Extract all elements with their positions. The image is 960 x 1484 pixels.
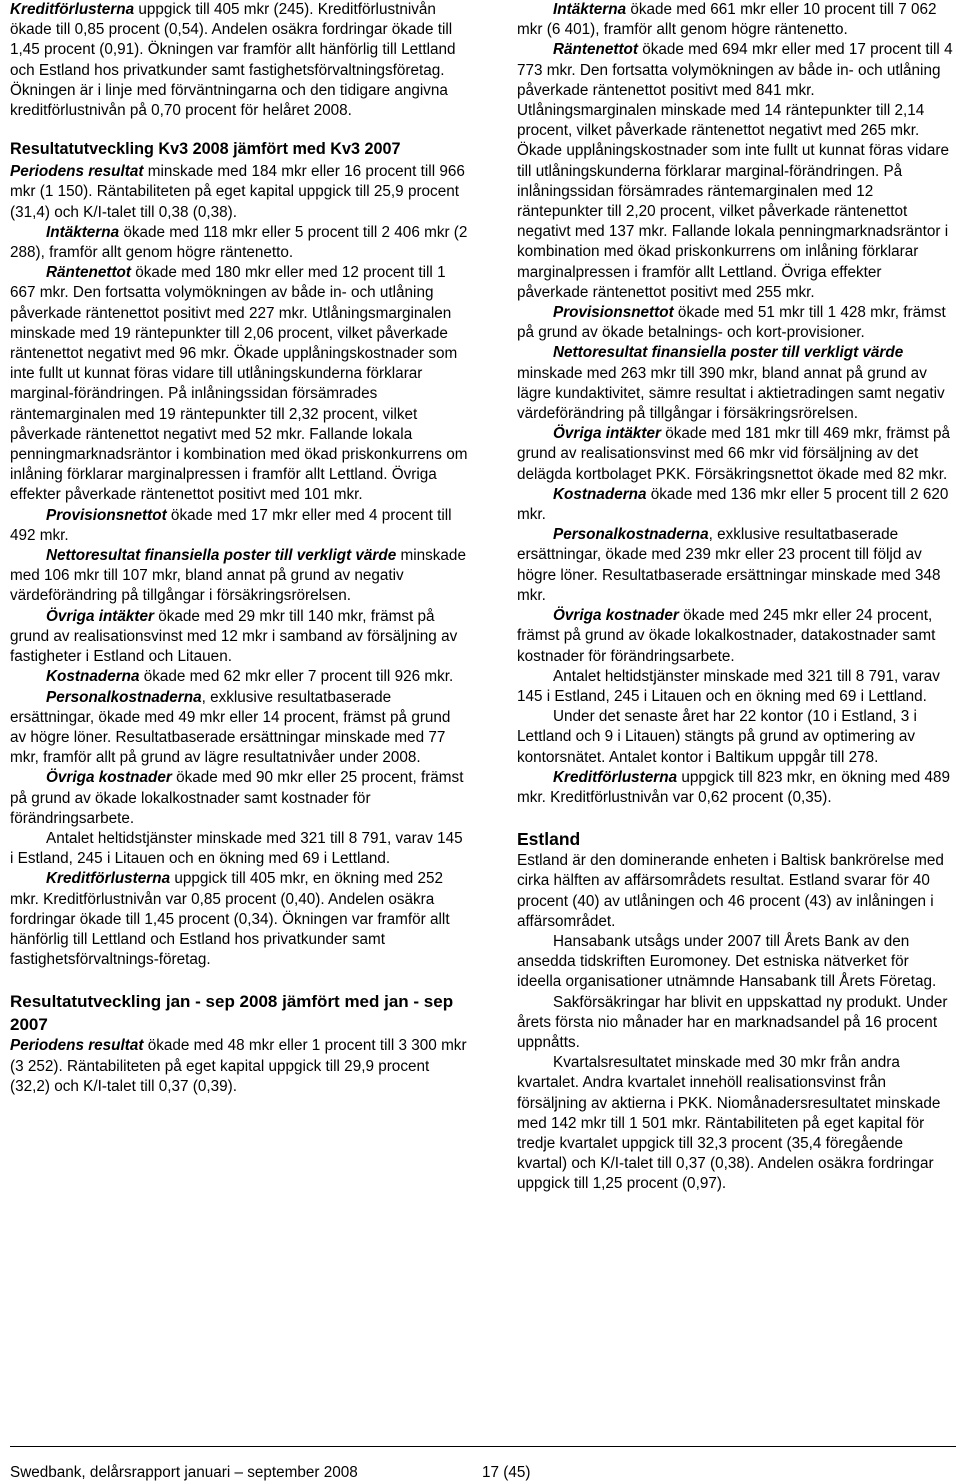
paragraph [517,932,957,993]
paragraph-text: ökade med 48 mkr eller 1 procent till 3 300 mkr (3 252). Räntabiliteten på eget kapital uppgick till 29,9 procent (32,2) och K/I-talet till 0,37 (0,39). [10,1037,467,1095]
paragraph [517,40,957,303]
paragraph-keyword: Nettoresultat finansiella poster till verkligt värde [46,547,397,565]
paragraph [10,0,468,121]
footer-title: Swedbank, delårsrapport januari – september 2008 [10,1464,358,1481]
paragraph [517,667,957,707]
paragraph [517,424,957,485]
paragraph-keyword: Periodens resultat [10,163,144,181]
section-body-jan-sep [10,1036,468,1097]
paragraph-text: uppgick till 823 mkr, en ökning med 489 mkr. Kreditförlustnivån var 0,62 procent (0,35). [517,768,951,806]
paragraph [10,223,468,263]
paragraph-keyword: Kreditförlusterna [553,768,678,786]
paragraph [10,506,468,546]
paragraph [517,303,957,343]
paragraph [10,162,468,223]
paragraph [517,0,957,40]
paragraph-text: ökade med 29 mkr till 140 mkr, främst på grund av realisationsvinst med 12 mkr i samband av försäljning av fastigheter i Estland och Litauen. [10,607,458,666]
paragraph [10,768,468,829]
paragraph-keyword: Kostnaderna [46,668,140,686]
paragraph [10,688,468,769]
paragraph-keyword: Kreditförlusterna [10,1,135,18]
paragraph-text: ökade med 118 mkr eller 5 procent till 2 406 mkr (2 288), framför allt genom högre räntenetto. [10,223,468,262]
paragraph-text: , exklusive resultatbaserade ersättningar, ökade med 239 mkr eller 23 procent till följd av högre löner. Resultatbaserade ersättningar minskade med 348 mkr. [517,526,941,604]
section-heading-estland: Estland [517,829,581,850]
paragraph-keyword: Kreditförlusterna [46,870,171,888]
paragraph-keyword: Nettoresultat finansiella poster till verkligt värde [553,344,904,362]
paragraph [10,263,468,505]
paragraph-keyword: Intäkterna [46,223,120,241]
paragraph [517,1053,957,1194]
paragraph [10,546,468,607]
paragraph-text: Kvartalsresultatet minskade med 30 mkr från andra kvartalet. Andra kvartalet innehöll realisationsvinst från försäljning av aktierna i PKK. Niomånadersresultatet minskade med 142 mkr till 1 501 mkr. Räntabiliteten på eget kapital för tredje kvartalet uppgick till 32,3 procent (35,4 föregående kvartal) och K/I-talet till 0,37 (0,38). Andelen osäkra fordringar uppgick till 1,25 procent (0,97). [517,1054,941,1193]
paragraph-text: , exklusive resultatbaserade ersättningar, ökade med 49 mkr eller 14 procent, främst på grund av högre löner. Resultatbaserade ersättningar minskade med 77 mkr, framför allt på grund av lägre resultatnivåer under 2008. [10,688,451,767]
paragraph [517,525,957,606]
section-body-estland [517,851,957,1194]
paragraph-text: Under det senaste året har 22 kontor (10 i Estland, 3 i Lettland och 9 i Litauen) stängts på grund av optimering av kontorsnätet. Antalet kontor i Baltikum uppgår till 278. [517,708,917,766]
paragraph-text: ökade med 661 mkr eller 10 procent till 7 062 mkr (6 401), framför allt genom högre räntenetto. [517,1,937,39]
paragraph [10,829,468,869]
section-heading-kv3: Resultatutveckling Kv3 2008 jämfört med Kv3 2007 [10,140,401,159]
paragraph [10,607,468,668]
paragraph-keyword: Periodens resultat [10,1037,144,1055]
paragraph-text: ökade med 245 mkr eller 24 procent, främst på grund av ökade lokalkostnader, datakostnader samt kostnader för förändringsarbete. [517,607,936,665]
paragraph [10,1036,468,1097]
paragraph-text: ökade med 90 mkr eller 25 procent, främst på grund av ökade lokalkostnader samt kostnader för förändringsarbete. [10,769,464,827]
page-footer [10,1446,956,1481]
paragraph-keyword: Räntenettot [553,41,638,59]
paragraph-keyword: Provisionsnettot [46,506,167,524]
paragraph-text: minskade med 184 mkr eller 16 procent till 966 mkr (1 150). Räntabiliteten på eget kapital uppgick till 25,9 procent (31,4) och K/I-talet till 0,38 (0,38). [10,163,465,221]
paragraph-keyword: Personalkostnaderna [46,688,202,706]
paragraph-text: ökade med 17 mkr eller med 4 procent till 492 mkr. [10,506,452,544]
paragraph [517,606,957,667]
paragraph-text: ökade med 181 mkr till 469 mkr, främst på grund av realisationsvinst med 66 mkr vid försäljning av det delägda kortbolaget PKK. Försäkringsnettot ökade med 82 mkr. [517,425,951,483]
paragraph-text: minskade med 106 mkr till 107 mkr, bland annat på grund av negativ värdeförändring på tillgångar i försäkringsrörelsen. [10,547,466,605]
paragraph [517,993,957,1054]
paragraph-text: minskade med 263 mkr till 390 mkr, bland annat på grund av lägre kundaktivitet, sämre resultat i aktietradingen samt negativ värdeförändring på tillgångar i försäkringsrörelsen. [517,364,945,423]
paragraph-text: Antalet heltidstjänster minskade med 321 till 8 791, varav 145 i Estland, 245 i Litauen och en ökning med 69 i Lettland. [517,667,940,705]
paragraph [517,707,957,768]
paragraph-text: Hansabank utsågs under 2007 till Årets Bank av den ansedda tidskriften Euromoney. Det estniska nätverket för ideella organisationer utnämnde Hansabank till Årets Företag. [517,932,937,991]
section-heading-jan-sep: Resultatutveckling jan - sep 2008 jämfört med jan - sep 2007 [10,992,454,1035]
paragraph-keyword: Övriga intäkter [46,607,154,625]
paragraph [517,343,957,424]
paragraph-text: ökade med 62 mkr eller 7 procent till 926 mkr. [139,668,454,686]
left-column [10,0,468,1097]
paragraph-text: ökade med 51 mkr till 1 428 mkr, främst på grund av ökade betalnings- och kort-provisioner. [517,304,946,342]
paragraph-keyword: Personalkostnaderna [553,526,709,544]
paragraph-text: uppgick till 405 mkr, en ökning med 252 mkr. Kreditförlustnivån var 0,85 procent (0,40). Andelen osäkra fordringar ökade till 1,45 procent (0,34). Ökningen var framför allt hänförlig till Lettland och Estland hos privatkunder samt fastighetsförvaltnings-företag. [10,870,450,969]
paragraph-text: ökade med 136 mkr eller 5 procent till 2 620 mkr. [517,485,949,524]
paragraph [517,485,957,525]
paragraph-keyword: Övriga kostnader [553,607,679,625]
section-body-kv3 [10,162,468,970]
paragraph-text: Antalet heltidstjänster minskade med 321 till 8 791, varav 145 i Estland, 245 i Litauen och en ökning med 69 i Lettland. [10,829,463,868]
paragraph-keyword: Kostnaderna [553,485,647,503]
paragraph-keyword: Räntenettot [46,264,131,282]
paragraph-text: Estland är den dominerande enheten i Baltisk bankrörelse med cirka hälften av affärsområdets resultat. Estland svarar för 40 procent (40) av utlåningen och 46 procent (43) av inlåningen i affärsområdet. [517,852,944,930]
page-number: 17 (45) [482,1464,531,1481]
paragraph [517,768,957,808]
paragraph-text: ökade med 694 mkr eller med 17 procent till 4 773 mkr. Den fortsatta volymökningen av både in- och utlåning påverkade räntenettot positivt med 841 mkr. Utlåningsmarginalen minskade med 14 räntepunkter till 2,14 procent, vilket påverkade räntenettot negativt med 265 mkr. Ökade upplåningskostnader som inte fullt ut kunnat föras vidare till utlåningskunderna förklarar marginal-förändringen. På inlåningssidan försämrades räntemarginalen med 12 räntepunkter till 2,20 procent, vilket påverkade räntenettot negativt med 137 mkr. Fallande lokala penningmarknadsräntor i kombination med ökad priskonkurrens om inlåning förklarar marginalpressen i framför allt Lettland. Övriga effekter påverkade räntenettot positivt med 255 mkr. [517,41,953,301]
paragraph-keyword: Intäkterna [553,1,627,18]
paragraph-text: Sakförsäkringar har blivit en uppskattad ny produkt. Under årets första nio månader har en marknadsandel på 16 procent uppnåtts. [517,993,948,1051]
paragraph [10,869,468,970]
right-column [517,0,957,1195]
section-body-jan-sep-continued [517,0,957,808]
paragraph-text: uppgick till 405 mkr (245). Kreditförlustnivån ökade till 0,85 procent (0,54). Andelen osäkra fordringar ökade till 1,45 procent (0,91). Ökningen var framför allt hänförlig till Lettland och Estland hos privatkunder samt fastighetsförvaltningsföretag. Ökningen är i linje med förväntningarna och den tidigare angivna kreditförlustnivån på 0,70 procent för helåret 2008. [10,1,456,120]
paragraph-keyword: Provisionsnettot [553,304,674,322]
paragraph [517,851,957,932]
paragraph-keyword: Övriga kostnader [46,769,172,787]
paragraph [10,667,468,687]
paragraph-text: ökade med 180 mkr eller med 12 procent till 1 667 mkr. Den fortsatta volymökningen av både in- och utlåning påverkade räntenettot positivt med 227 mkr. Utlåningsmarginalen minskade med 19 räntepunkter till 2,06 procent, vilket påverkade räntenettot negativt med 96 mkr. Ökade upplåningskostnader som inte fullt ut kunnat föras vidare till utlåningskunderna förklarar marginal-förändringen. På inlåningssidan försämrades räntemarginalen med 19 räntepunkter till 2,32 procent, vilket påverkade räntenettot negativt med 52 mkr. Fallande lokala penningmarknadsräntor i kombination med ökad priskonkurrens om inlåning förklarar marginalpressen i framför allt Lettland. Övriga effekter påverkade räntenettot positivt med 101 mkr. [10,264,468,504]
paragraph-keyword: Övriga intäkter [553,425,661,443]
